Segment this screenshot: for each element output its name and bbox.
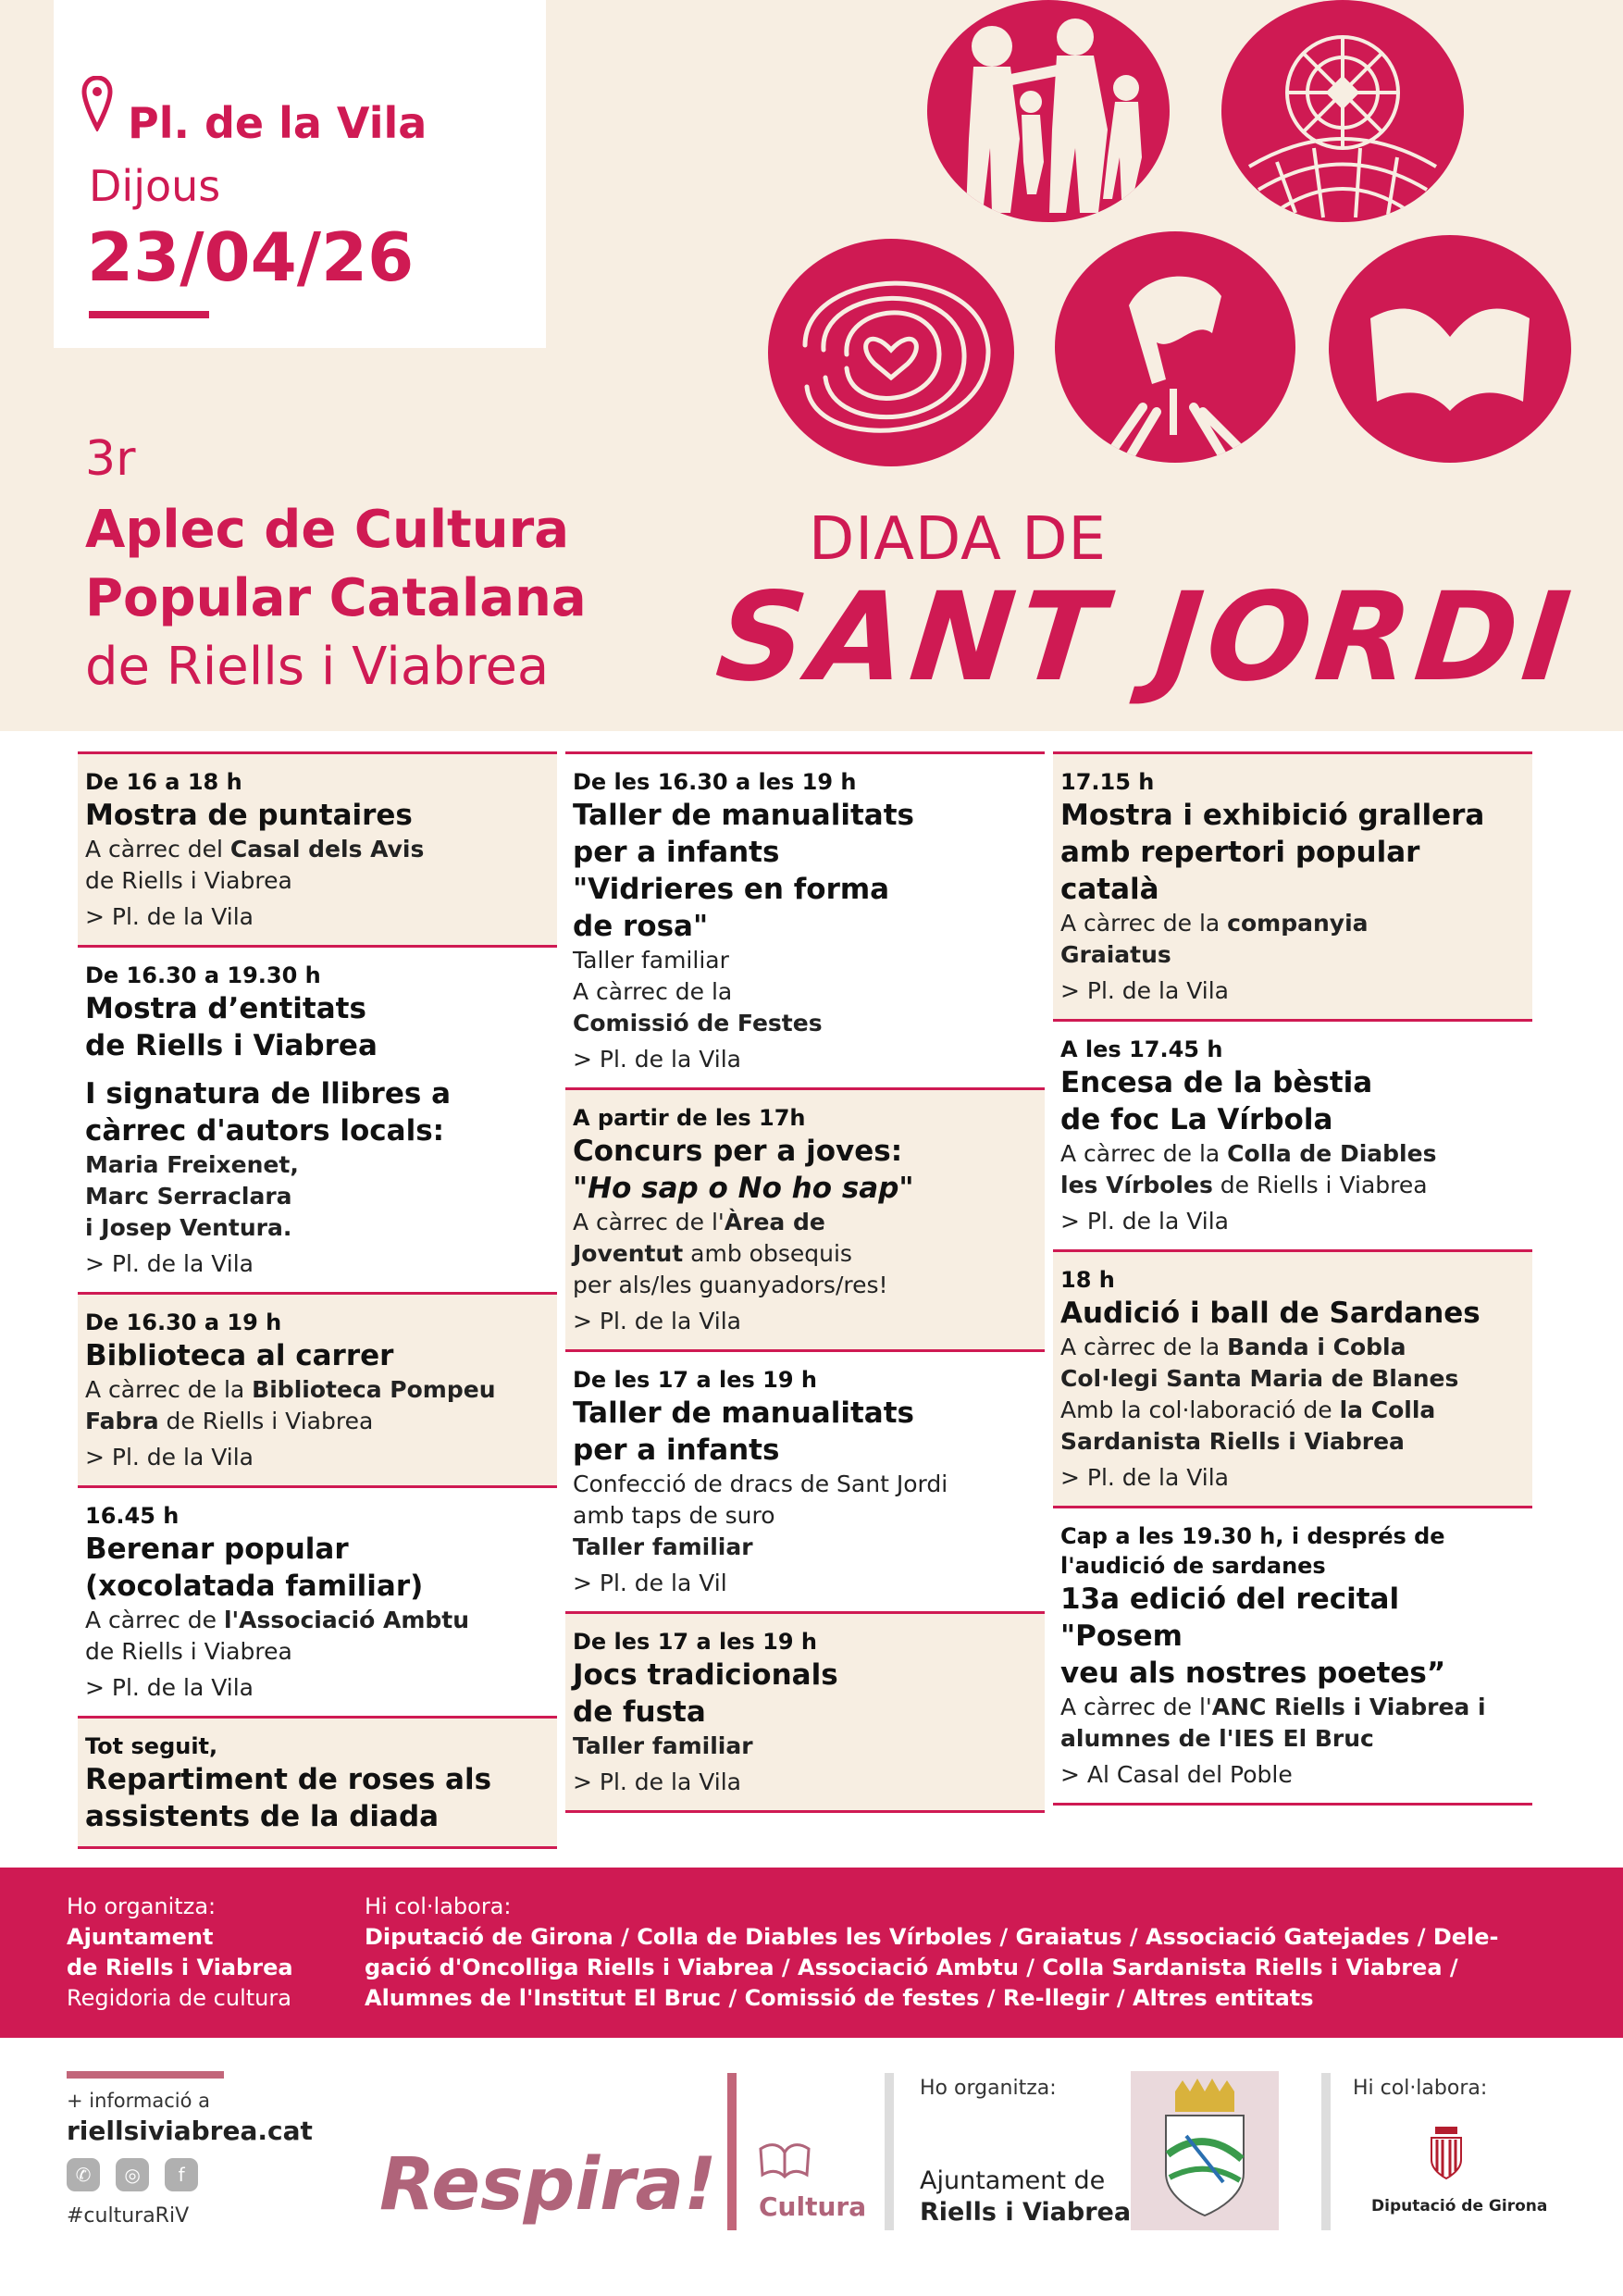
event-title: Mostra de puntaires: [85, 799, 413, 832]
event-title: assistents de la diada: [85, 1800, 440, 1833]
event-time: 18 h: [1060, 1267, 1115, 1293]
hashtag: #culturaRiV: [67, 2204, 190, 2228]
event-time: 17.15 h: [1060, 769, 1155, 795]
event-title: (xocolatada familiar): [85, 1570, 424, 1603]
rose-illustration: [768, 239, 1014, 466]
social-icons: [67, 2158, 209, 2191]
diputacio-girona-coat-of-arms-logo: [1428, 2125, 1465, 2180]
program-column-2: [565, 751, 1045, 1813]
event-description: Amb la col·laboració de la Colla: [1060, 1396, 1436, 1423]
aplec-title-line1: Aplec de Cultura: [85, 500, 570, 560]
event-description: Col·legi Santa Maria de Blanes: [1060, 1365, 1459, 1392]
event-time: De 16.30 a 19.30 h: [85, 962, 321, 988]
cultura-label: Cultura: [759, 2191, 867, 2222]
event-title: Mostra d’entitats: [85, 992, 366, 1025]
organizer-name: Ajuntament: [67, 1924, 214, 1950]
event-title: de fusta: [573, 1695, 706, 1729]
event-description: Taller familiar: [573, 1533, 753, 1560]
event-biblioteca: [78, 1292, 557, 1485]
event-description: Taller familiar: [573, 1732, 753, 1759]
edition-number: 3r: [85, 431, 136, 487]
event-repartiment-roses: [78, 1716, 557, 1849]
program-column-1: [78, 751, 557, 1849]
event-title: Concurs per a joves:: [573, 1135, 903, 1168]
event-location: > Pl. de la Vila: [573, 1046, 741, 1073]
event-time: De les 17 a les 19 h: [573, 1629, 817, 1655]
aplec-title-line3: de Riells i Viabrea: [85, 637, 550, 697]
event-title: amb repertori popular: [1060, 836, 1420, 869]
event-title: de rosa": [573, 910, 709, 943]
event-location: > Pl. de la Vila: [85, 903, 254, 930]
event-description: de Riells i Viabrea: [85, 867, 292, 894]
event-location: > Pl. de la Vila: [85, 1444, 254, 1471]
divider: [1321, 2073, 1331, 2230]
event-title: Audició i ball de Sardanes: [1060, 1297, 1481, 1330]
event-title: 13a edició del recital "Posem: [1060, 1582, 1400, 1653]
event-description: Fabra de Riells i Viabrea: [85, 1408, 374, 1434]
organizer-info: [67, 1892, 293, 2014]
event-location: > Al Casal del Poble: [1060, 1761, 1293, 1788]
event-description: per als/les guanyadors/res!: [573, 1272, 888, 1298]
event-taller-vidrieres: [565, 751, 1045, 1087]
organizer-name: de Riells i Viabrea: [67, 1955, 293, 1980]
event-title: I signatura de llibres a: [85, 1077, 452, 1111]
event-date: 23/04/26: [87, 218, 415, 296]
event-time: 16.45 h: [85, 1503, 180, 1529]
event-title: de Riells i Viabrea: [85, 1029, 378, 1062]
info-label: + informació a: [67, 2090, 211, 2112]
event-location: > Pl. de la Vila: [85, 1250, 254, 1277]
divider: [885, 2073, 894, 2230]
event-title: Berenar popular: [85, 1533, 349, 1566]
website-link[interactable]: riellsiviabrea.cat: [67, 2116, 313, 2146]
collaborators-list: Diputació de Girona / Colla de Diables les Vírboles / Graiatus / Associació Gatejades / Dele-: [365, 1924, 1499, 1950]
organizer-label: Ho organitza:: [67, 1893, 217, 1919]
event-description: Sardanista Riells i Viabrea: [1060, 1428, 1405, 1455]
event-description: A càrrec de l'Associació Ambtu: [85, 1607, 470, 1633]
event-title: català: [1060, 873, 1159, 906]
event-description: Confecció de dracs de Sant Jordi: [573, 1471, 948, 1497]
event-mostra-entitats: [78, 945, 557, 1292]
event-title: "Vidrieres en forma: [573, 873, 890, 906]
hands-flag-illustration: [1055, 231, 1295, 463]
diputacio-girona-label: Diputació de Girona: [1371, 2197, 1548, 2215]
event-title: càrrec d'autors locals:: [85, 1114, 445, 1148]
event-description: les Vírboles de Riells i Viabrea: [1060, 1172, 1428, 1198]
event-description: Graiatus: [1060, 941, 1171, 968]
event-title: Biblioteca al carrer: [85, 1339, 394, 1372]
event-taller-dracs: [565, 1349, 1045, 1611]
aplec-title-line2: Popular Catalana: [85, 568, 587, 628]
event-berenar: [78, 1485, 557, 1716]
event-encesa-bestia: [1053, 1019, 1532, 1249]
event-sardanes: [1053, 1249, 1532, 1506]
event-description: A càrrec de la: [573, 978, 733, 1005]
date-box: [54, 0, 546, 348]
event-description: A càrrec de l'Àrea de: [573, 1209, 825, 1235]
open-book-illustration: [1329, 235, 1571, 463]
event-location: > Pl. de la Vila: [1060, 1464, 1229, 1491]
event-location: > Pl. de la Vila: [85, 1674, 254, 1701]
diada-de-label: DIADA DE: [809, 505, 1107, 574]
sant-jordi-title: SANT JORDI: [710, 566, 1582, 709]
event-title: Repartiment de roses als: [85, 1763, 492, 1796]
event-title: de foc La Vírbola: [1060, 1103, 1333, 1136]
event-mostra-puntaires: [78, 751, 557, 945]
event-description: Taller familiar: [573, 947, 729, 974]
event-title: Jocs tradicionals: [573, 1658, 838, 1692]
event-time: De 16.30 a 19 h: [85, 1309, 282, 1335]
hero-banner: [0, 0, 1623, 731]
event-title: Encesa de la bèstia: [1060, 1066, 1373, 1099]
event-description: A càrrec de l'ANC Riells i Viabrea i: [1060, 1694, 1486, 1720]
aplec-title: [85, 496, 587, 701]
event-time: De les 17 a les 19 h: [573, 1367, 817, 1393]
organizers-band: [0, 1868, 1623, 2038]
facebook-icon[interactable]: f: [165, 2158, 198, 2191]
event-title: Taller de manualitats: [573, 1396, 914, 1430]
event-description: Joventut amb obsequis: [573, 1240, 852, 1267]
event-title: Taller de manualitats: [573, 799, 914, 832]
event-description: A càrrec de la Banda i Cobla: [1060, 1334, 1406, 1360]
ajuntament-coat-of-arms-logo: [1131, 2071, 1279, 2230]
author-name: Marc Serraclara: [85, 1183, 292, 1210]
event-jocs-tradicionals: [565, 1611, 1045, 1813]
event-time: Cap a les 19.30 h, i després de: [1060, 1523, 1445, 1549]
collaborators-list: Alumnes de l'Institut El Bruc / Comissió de festes / Re-llegir / Altres entitats: [365, 1985, 1314, 2011]
ajuntament-name: Ajuntament de Riells i Viabrea: [920, 2166, 1132, 2227]
collaborators-info: [365, 1892, 1567, 2014]
ho-organitza-label: Ho organitza:: [920, 2077, 1057, 2100]
event-title: per a infants: [573, 836, 780, 869]
event-description: alumnes de l'IES El Bruc: [1060, 1725, 1374, 1752]
date-underline: [89, 311, 209, 318]
author-name: i Josep Ventura.: [85, 1214, 292, 1241]
event-description: A càrrec de la Biblioteca Pompeu: [85, 1376, 496, 1403]
event-title: "Ho sap o No ho sap": [573, 1172, 914, 1205]
event-description: A càrrec del Casal dels Avis: [85, 836, 425, 863]
open-book-icon: [757, 2136, 812, 2182]
event-location: > Pl. de la Vila: [573, 1769, 741, 1795]
event-description: A càrrec de la Colla de Diables: [1060, 1140, 1437, 1167]
hi-collabora-label: Hi col·labora:: [1353, 2077, 1488, 2100]
program-column-3: [1053, 751, 1532, 1806]
instagram-icon[interactable]: ◎: [116, 2158, 149, 2191]
event-description: amb taps de suro: [573, 1502, 775, 1529]
event-title: per a infants: [573, 1433, 780, 1467]
divider: [727, 2073, 737, 2230]
event-time: A partir de les 17h: [573, 1105, 806, 1131]
author-name: Maria Freixenet,: [85, 1151, 299, 1178]
event-weekday: Dijous: [89, 161, 221, 211]
event-time: l'audició de sardanes: [1060, 1553, 1326, 1579]
event-place: Pl. de la Vila: [128, 98, 427, 148]
event-time: De les 16.30 a les 19 h: [573, 769, 857, 795]
event-title: Mostra i exhibició grallera: [1060, 799, 1485, 832]
whatsapp-icon[interactable]: ✆: [67, 2158, 100, 2191]
event-title: veu als nostres poetes”: [1060, 1657, 1446, 1690]
event-description: A càrrec de la companyia: [1060, 910, 1369, 937]
event-description: Comissió de Festes: [573, 1010, 823, 1036]
event-concurs-joves: [565, 1087, 1045, 1349]
collaborators-list: gació d'Oncolliga Riells i Viabrea / Associació Ambtu / Colla Sardanista Riells i Viabrea /: [365, 1955, 1458, 1980]
footer-accent-line: [67, 2071, 224, 2079]
organizer-dept: Regidoria de cultura: [67, 1985, 291, 2011]
location-pin-icon: [81, 76, 113, 131]
event-mostra-grallera: [1053, 751, 1532, 1019]
family-dance-illustration: [927, 0, 1170, 222]
event-recital-poetes: [1053, 1506, 1532, 1806]
event-location: > Pl. de la Vila: [1060, 977, 1229, 1004]
event-time: De 16 a 18 h: [85, 769, 242, 795]
event-time: Tot seguit,: [85, 1733, 218, 1759]
event-description: de Riells i Viabrea: [85, 1638, 292, 1665]
lace-pattern-illustration: [1221, 0, 1464, 222]
event-location: > Pl. de la Vila: [1060, 1208, 1229, 1235]
event-time: A les 17.45 h: [1060, 1036, 1223, 1062]
respira-logo: Respira!: [379, 2143, 717, 2227]
event-location: > Pl. de la Vila: [573, 1308, 741, 1334]
event-location: > Pl. de la Vil: [573, 1570, 727, 1596]
collaborators-label: Hi col·labora:: [365, 1893, 512, 1919]
